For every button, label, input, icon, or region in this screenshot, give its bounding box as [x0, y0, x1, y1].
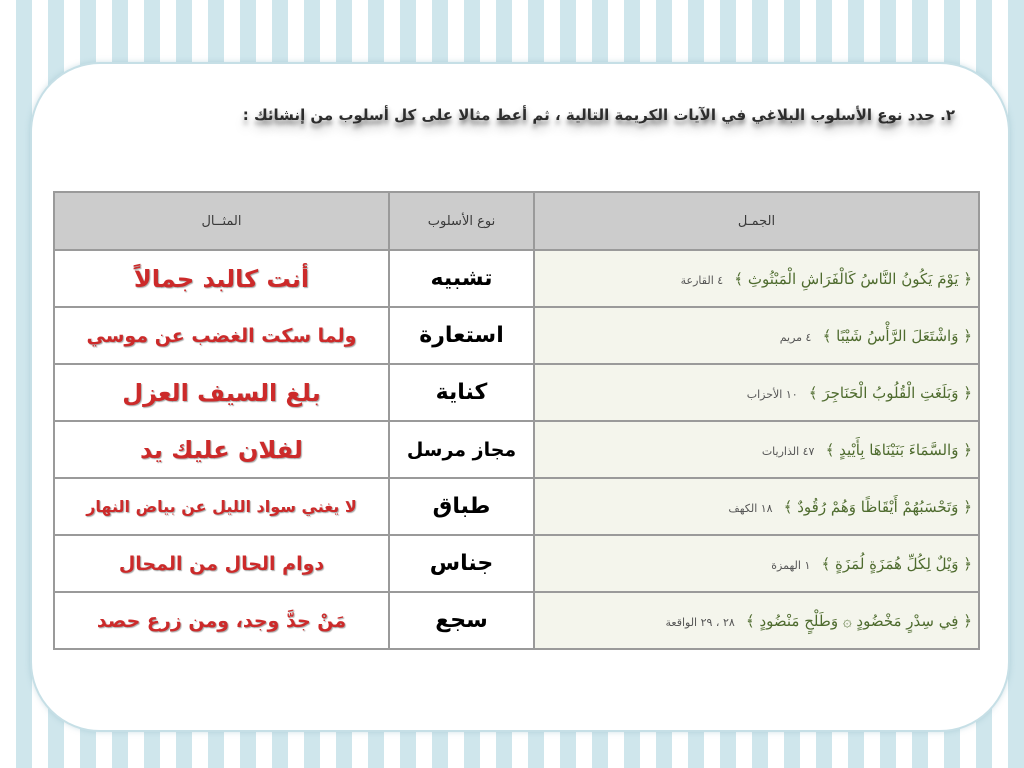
verse-text: ﴿ وَالسَّمَاءَ بَنَيْنَاهَا بِأَيْيدٍ ﴾ — [825, 441, 972, 459]
example-cell: دوام الحال من المحال — [54, 535, 389, 592]
table-row — [54, 307, 979, 364]
style-type-cell: طباق — [389, 478, 534, 535]
verse-text: ﴿ وَتَحْسَبُهُمْ أَيْقَاظًا وَهُمْ رُقُودٌ ﴾ — [783, 498, 972, 516]
table-row — [54, 592, 979, 649]
table-row — [54, 250, 979, 307]
verse-reference: ١ الهمزة — [771, 559, 811, 572]
example-cell: مَنْ جدَّ وجد، ومن زرع حصد — [54, 592, 389, 649]
header-sentences: الجمـل — [534, 192, 979, 250]
sentence-cell — [534, 307, 979, 364]
sentence-cell — [534, 364, 979, 421]
header-example: المثــال — [54, 192, 389, 250]
style-type-cell: استعارة — [389, 307, 534, 364]
verse-reference: ٤٧ الذاريات — [761, 445, 815, 458]
sentence-cell — [534, 421, 979, 478]
sentence-cell — [534, 592, 979, 649]
verse-text: ﴿ يَوْمَ يَكُونُ النَّاسُ كَالْفَرَاشِ الْمَبْثُوثِ ﴾ — [734, 270, 972, 288]
verse-reference: ١٨ الكهف — [728, 502, 773, 515]
table-row — [54, 535, 979, 592]
header-type: نوع الأسلوب — [389, 192, 534, 250]
table-header-row — [54, 192, 979, 250]
style-type-cell: مجاز مرسل — [389, 421, 534, 478]
verse-text: ﴿ وَاشْتَعَلَ الرَّأْسُ شَيْبًا ﴾ — [822, 327, 972, 345]
verse-text: ﴿ فِي سِدْرٍ مَخْضُودٍ ۞ وَطَلْحٍ مَنْضُودٍ ﴾ — [745, 612, 972, 630]
style-type-cell: كناية — [389, 364, 534, 421]
table-row — [54, 364, 979, 421]
style-type-cell: تشبيه — [389, 250, 534, 307]
verse-reference: ٤ مريم — [779, 331, 812, 344]
example-cell: بلغ السيف العزل — [54, 364, 389, 421]
sentence-cell — [534, 535, 979, 592]
example-cell: أنت كالبد جمالاً — [54, 250, 389, 307]
sentence-cell — [534, 250, 979, 307]
verse-reference: ٤ القارعة — [680, 274, 724, 287]
style-type-cell: سجع — [389, 592, 534, 649]
verse-reference: ٢٨ ، ٢٩ الواقعة — [665, 616, 735, 629]
exercise-heading: ٢. حدد نوع الأسلوب البلاغي في الآيات الكريمة التالية ، ثم أعط مثالا على كل أسلوب من إنشائك : — [242, 106, 955, 124]
table-row — [54, 421, 979, 478]
example-cell: ولما سكت الغضب عن موسي — [54, 307, 389, 364]
verse-reference: ١٠ الأحزاب — [746, 388, 798, 401]
verse-text: ﴿ وَبَلَغَتِ الْقُلُوبُ الْحَنَاجِرَ ﴾ — [808, 384, 972, 402]
example-cell: لفلان عليك يد — [54, 421, 389, 478]
sentence-cell — [534, 478, 979, 535]
example-cell: لا يغني سواد الليل عن بياض النهار — [54, 478, 389, 535]
rhetoric-table — [53, 191, 980, 650]
table-row — [54, 478, 979, 535]
verse-text: ﴿ وَيْلٌ لِكُلِّ هُمَزَةٍ لُمَزَةٍ ﴾ — [821, 555, 972, 573]
style-type-cell: جناس — [389, 535, 534, 592]
